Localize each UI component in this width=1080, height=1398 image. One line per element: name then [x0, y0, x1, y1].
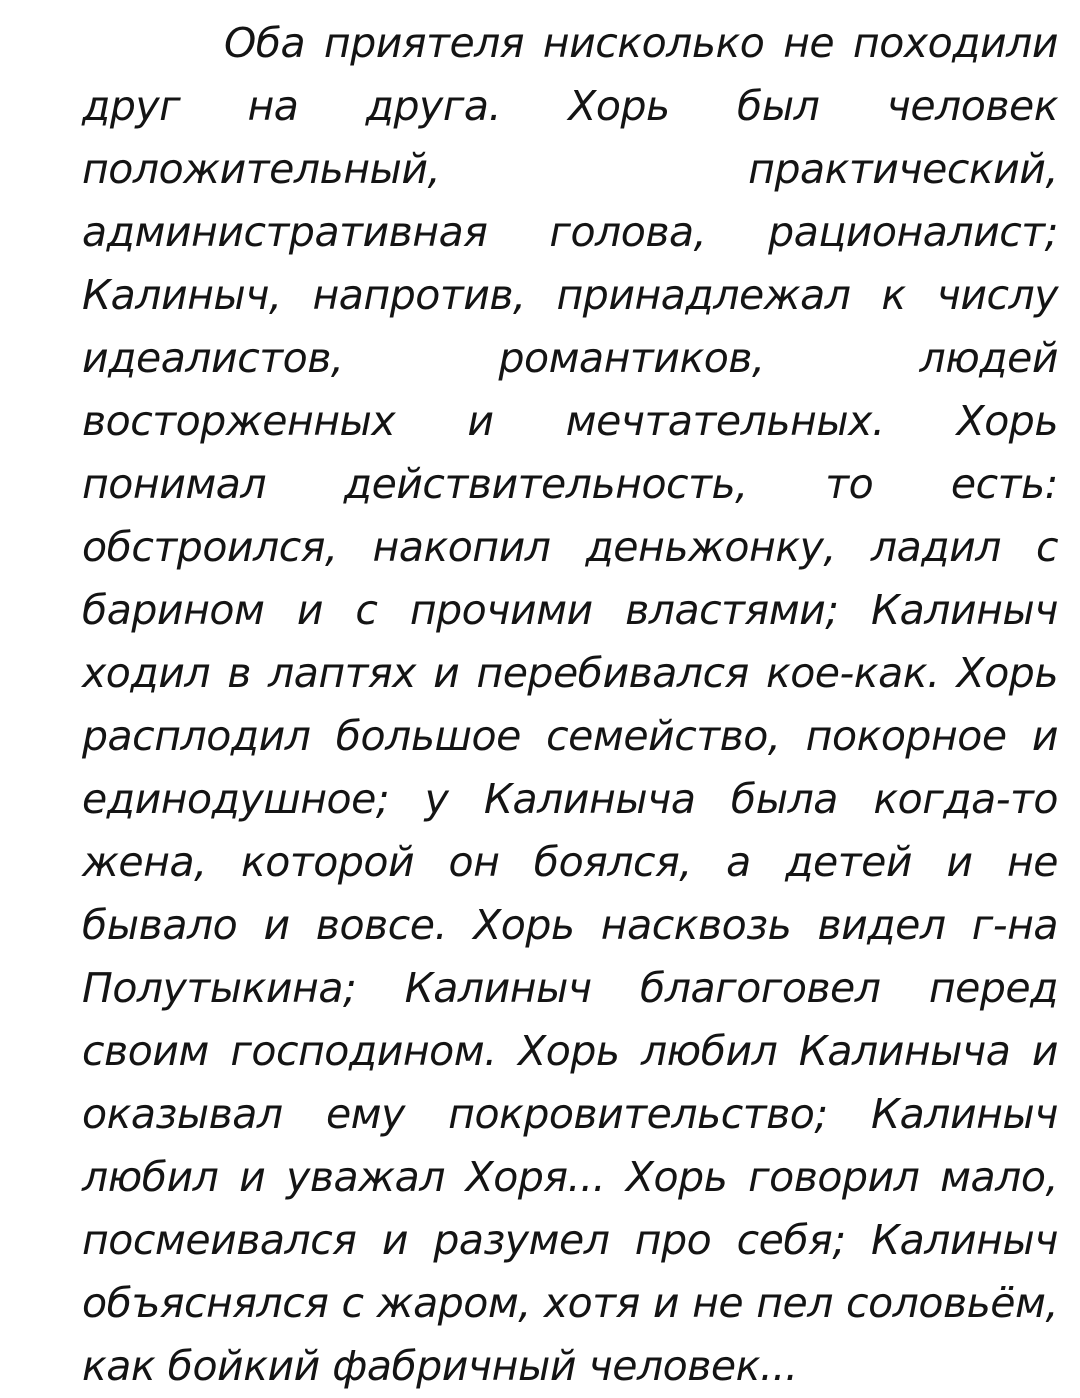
text-line-15: бывало и вовсе. Хорь насквозь видел г-на — [82, 901, 1058, 949]
text-line-1: Оба приятеля нисколько не походили — [224, 19, 1058, 67]
text-line-17: своим господином. Хорь любил Калиныча и — [82, 1027, 1058, 1075]
text-line-12: расплодил большое семейство, покорное и — [82, 712, 1058, 760]
text-line-4: административная голова, рационалист; — [82, 208, 1058, 256]
text-line-22: как бойкий фабричный человек... — [82, 1342, 798, 1390]
text-line-7: восторженных и мечтательных. Хорь — [82, 397, 1058, 445]
text-line-10: барином и с прочими властями; Калиныч — [82, 586, 1058, 634]
text-line-3: положительный, практический, — [82, 145, 1058, 193]
text-line-14: жена, которой он боялся, а детей и не — [82, 838, 1058, 886]
text-line-11: ходил в лаптях и перебивался кое-как. Хорь — [82, 649, 1058, 697]
text-paragraph — [82, 12, 1058, 1398]
text-line-18: оказывал ему покровительство; Калиныч — [82, 1090, 1058, 1138]
text-line-13: единодушное; у Калиныча была когда-то — [82, 775, 1058, 823]
text-line-20: посмеивался и разумел про себя; Калиныч — [82, 1216, 1058, 1264]
text-line-21: объяснялся с жаром, хотя и не пел соловьём, — [82, 1279, 1058, 1327]
text-line-8: понимал действительность, то есть: — [82, 460, 1058, 508]
text-line-5: Калиныч, напротив, принадлежал к числу — [82, 271, 1058, 319]
text-line-9: обстроился, накопил деньжонку, ладил с — [82, 523, 1058, 571]
text-line-2: друг на друга. Хорь был человек — [82, 82, 1058, 130]
text-line-19: любил и уважал Хоря... Хорь говорил мало, — [82, 1153, 1058, 1201]
text-line-6: идеалистов, романтиков, людей — [82, 334, 1058, 382]
text-line-16: Полутыкина; Калиныч благоговел перед — [82, 964, 1058, 1012]
